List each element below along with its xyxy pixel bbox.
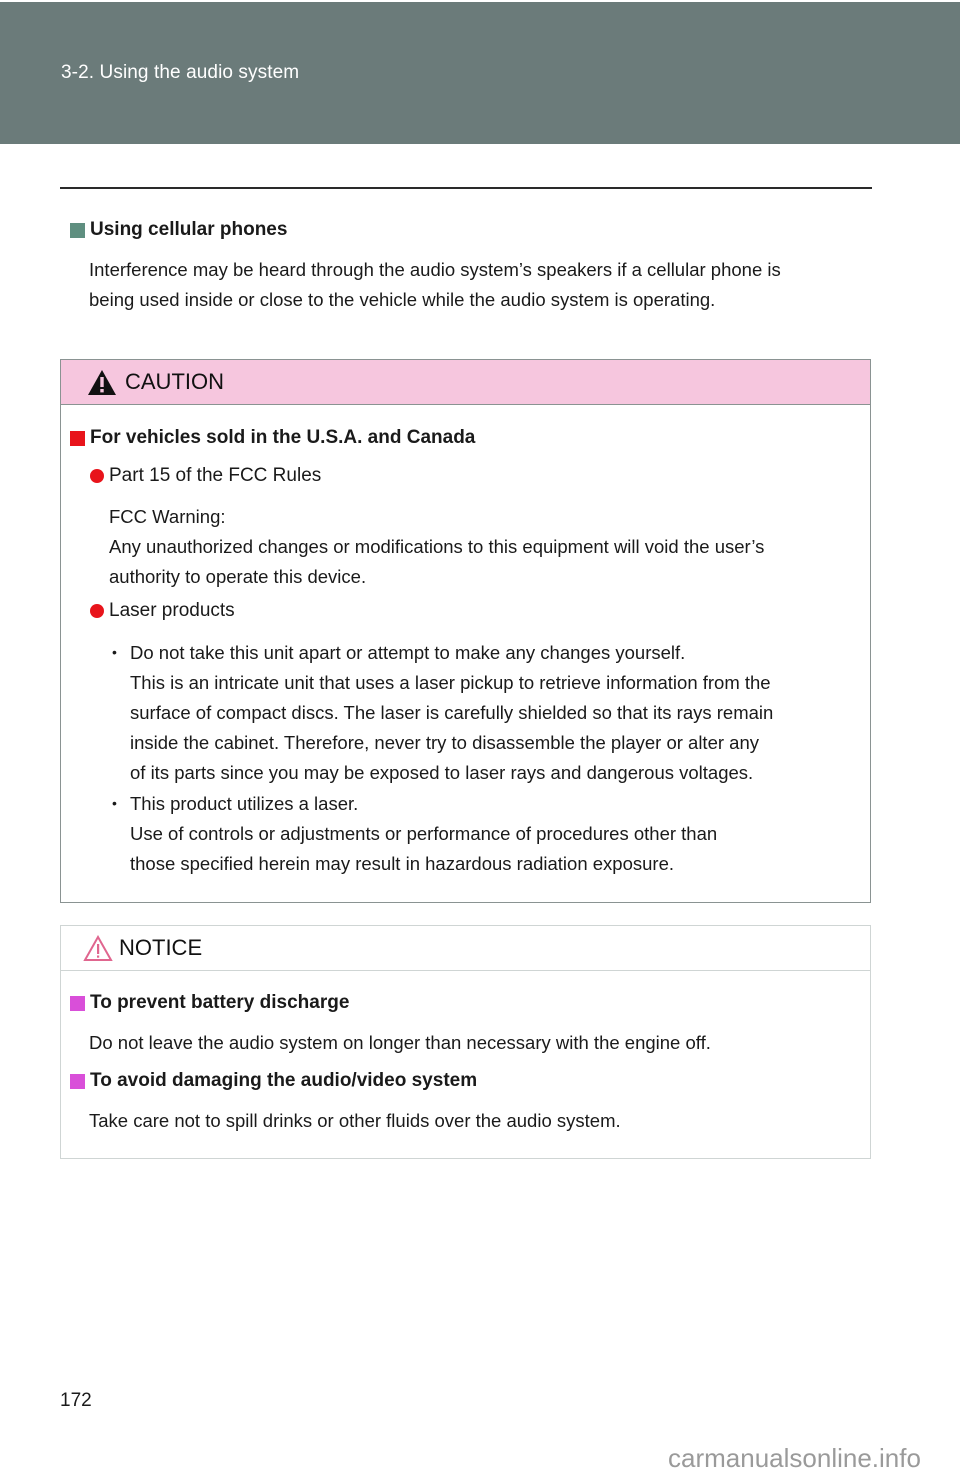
square-marker-icon (70, 431, 85, 446)
heading-text: To avoid damaging the audio/video system (90, 1070, 478, 1091)
text-line: Do not leave the audio system on longer than necessary with the engine off. (89, 1032, 711, 1053)
laser-products-item (90, 600, 235, 622)
small-bullet-icon: • (112, 795, 117, 811)
notice-title: NOTICE (119, 935, 203, 960)
text-line: of its parts since you may be exposed to laser rays and dangerous voltages. (130, 762, 754, 783)
notice-text-damage (89, 1106, 621, 1136)
notice-heading-battery (70, 992, 349, 1014)
chapter-title: 3-2. Using the audio system (61, 62, 300, 83)
fcc-warning-paragraph (109, 502, 764, 592)
caution-title: CAUTION (125, 369, 224, 394)
laser-subitem-2 (130, 789, 717, 879)
square-marker-icon (70, 1074, 85, 1089)
square-marker-icon (70, 223, 85, 238)
item-label: Laser products (109, 600, 235, 621)
warning-triangle-icon (87, 369, 117, 396)
notice-heading-damage (70, 1070, 477, 1092)
text-line: inside the cabinet. Therefore, never try to disassemble the player or alter any (130, 732, 759, 753)
text-line: This product utilizes a laser. (130, 793, 359, 814)
fcc-rules-item (90, 465, 321, 487)
page-number: 172 (60, 1390, 92, 1411)
text-line: Take care not to spill drinks or other fluids over the audio system. (89, 1110, 621, 1131)
notice-header (61, 926, 870, 971)
cellular-heading-text: Using cellular phones (90, 219, 288, 240)
heading-text: To prevent battery discharge (90, 992, 350, 1013)
cellular-paragraph (89, 255, 781, 315)
text-line: Do not take this unit apart or attempt to make any changes yourself. (130, 642, 686, 663)
warning-triangle-outline-icon (83, 935, 113, 962)
text-line: This is an intricate unit that uses a laser pickup to retrieve information from the (130, 672, 771, 693)
watermark: carmanualsonline.info (668, 1443, 921, 1473)
text-line: surface of compact discs. The laser is carefully shielded so that its rays remain (130, 702, 774, 723)
caution-heading (70, 427, 475, 449)
section-divider (60, 187, 872, 189)
caution-heading-text: For vehicles sold in the U.S.A. and Canada (90, 427, 476, 448)
square-marker-icon (70, 996, 85, 1011)
caution-header (61, 360, 870, 405)
text-line: Use of controls or adjustments or performance of procedures other than (130, 823, 718, 844)
text-line: Any unauthorized changes or modifications to this equipment will void the user’s (109, 536, 765, 557)
cellular-heading (70, 219, 287, 241)
bullet-dot-icon (90, 469, 104, 483)
text-line: those specified herein may result in hazardous radiation exposure. (130, 853, 675, 874)
bullet-dot-icon (90, 604, 104, 618)
notice-text-battery (89, 1028, 711, 1058)
item-label: Part 15 of the FCC Rules (109, 465, 322, 486)
chapter-header (0, 2, 960, 144)
text-line: authority to operate this device. (109, 566, 367, 587)
text-line: FCC Warning: (109, 506, 226, 527)
text-line: Interference may be heard through the audio system’s speakers if a cellular phone is (89, 259, 781, 280)
laser-subitem-1 (130, 638, 773, 788)
small-bullet-icon: • (112, 644, 117, 660)
text-line: being used inside or close to the vehicle while the audio system is operating. (89, 289, 716, 310)
